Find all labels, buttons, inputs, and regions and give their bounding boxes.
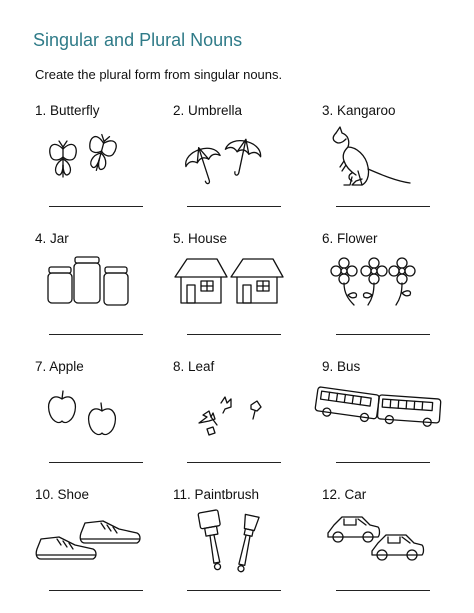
- item-label: 9. Bus: [322, 359, 361, 374]
- noun-item-apple: [35, 359, 155, 479]
- noun-item-shoe: [35, 487, 155, 607]
- answer-line[interactable]: [187, 334, 281, 335]
- leaves-icon: [173, 381, 293, 451]
- noun-item-kangaroo: [322, 103, 442, 223]
- item-label: 12. Car: [322, 487, 367, 502]
- noun-item-paintbrush: [173, 487, 293, 607]
- shoes-icon: [35, 509, 165, 579]
- item-label: 2. Umbrella: [173, 103, 243, 118]
- umbrellas-icon: [173, 125, 293, 195]
- item-label: 10. Shoe: [35, 487, 90, 502]
- noun-item-flower: [322, 231, 442, 351]
- item-label: 1. Butterfly: [35, 103, 100, 118]
- noun-item-butterfly: [35, 103, 155, 223]
- kangaroo-icon: [322, 125, 442, 195]
- answer-line[interactable]: [49, 590, 143, 591]
- answer-line[interactable]: [336, 590, 430, 591]
- answer-line[interactable]: [336, 206, 430, 207]
- flowers-icon: [322, 253, 442, 323]
- item-label: 11. Paintbrush: [173, 487, 260, 502]
- answer-line[interactable]: [336, 462, 430, 463]
- item-label: 6. Flower: [322, 231, 378, 246]
- noun-item-car: [322, 487, 442, 607]
- answer-line[interactable]: [187, 590, 281, 591]
- answer-line[interactable]: [187, 206, 281, 207]
- houses-icon: [173, 253, 293, 323]
- answer-line[interactable]: [336, 334, 430, 335]
- jars-icon: [35, 253, 155, 323]
- cars-icon: [322, 509, 452, 579]
- noun-item-leaf: [173, 359, 293, 479]
- noun-item-umbrella: [173, 103, 293, 223]
- worksheet-title: Singular and Plural Nouns: [33, 30, 243, 50]
- apples-icon: [35, 381, 155, 451]
- worksheet-instructions: Create the plural form from singular nouns.: [35, 67, 283, 82]
- item-label: 4. Jar: [35, 231, 69, 246]
- noun-item-bus: [312, 359, 432, 479]
- answer-line[interactable]: [49, 462, 143, 463]
- buses-icon: [312, 381, 452, 451]
- noun-item-jar: [35, 231, 155, 351]
- answer-line[interactable]: [49, 206, 143, 207]
- item-label: 7. Apple: [35, 359, 84, 374]
- paintbrushes-icon: [173, 509, 293, 579]
- item-label: 8. Leaf: [173, 359, 215, 374]
- answer-line[interactable]: [187, 462, 281, 463]
- item-label: 5. House: [173, 231, 228, 246]
- butterflies-icon: [35, 125, 155, 195]
- item-label: 3. Kangaroo: [322, 103, 396, 118]
- answer-line[interactable]: [49, 334, 143, 335]
- noun-item-house: [173, 231, 293, 351]
